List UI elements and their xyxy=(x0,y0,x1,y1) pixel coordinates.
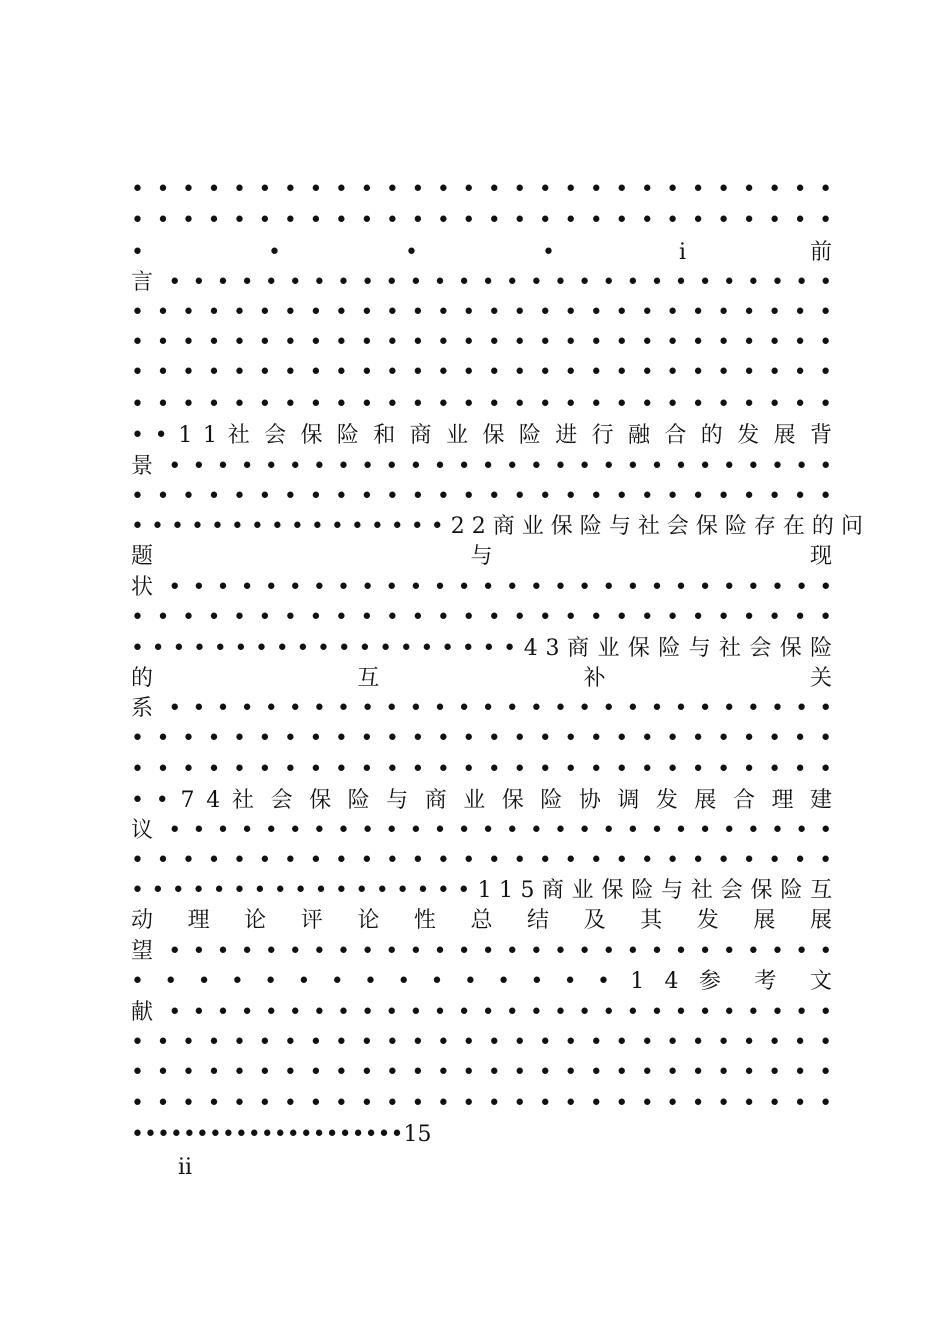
toc-line: 献 • • • • • • • • • • • • • • • • • • • • • • • • • • • • xyxy=(131,1000,833,1025)
toc-line: 言 • • • • • • • • • • • • • • • • • • • • • • • • • • • • xyxy=(131,270,833,295)
toc-line: • • • • • • • • • • • • • • • • • • • • • • • • • • • • xyxy=(131,605,833,630)
toc-line: • • • • • • • • • • • • • • • • • • • • • • • • • • • • xyxy=(131,757,833,782)
toc-line: • • • • • • • • • • • • • • • • • • • • • • • • • • • • xyxy=(131,1060,833,1085)
toc-line: 题 与 现 xyxy=(131,544,832,569)
toc-entry-1[interactable]: • • 1 1 社 会 保 险 和 商 业 保 险 进 行 融 合 的 发 展 背 xyxy=(131,423,832,448)
toc-entry-3[interactable]: • • • • • • • • • • • • • • • • • • • 4 3 商 业 保 险 与 社 会 保 险 xyxy=(131,636,833,661)
toc-entry-5[interactable]: • • • • • • • • • • • • • • • • • 1 1 5 商 业 保 险 与 社 会 保 险 互 xyxy=(131,878,833,903)
toc-line: 系 • • • • • • • • • • • • • • • • • • • • • • • • • • • • xyxy=(131,696,833,721)
toc-line: • • • • • • • • • • • • • • • • • • • • • • • • • • • • xyxy=(131,330,833,355)
toc-line: 议 • • • • • • • • • • • • • • • • • • • • • • • • • • • • xyxy=(131,818,833,843)
toc-line: • • • • • • • • • • • • • • • • • • • • • • • • • • • • xyxy=(131,392,833,417)
page-number: ii xyxy=(178,1155,193,1180)
toc-line: • • • • • • • • • • • • • • • • • • • • • • • • • • • • xyxy=(131,1030,833,1055)
toc-entry-4[interactable]: • • 7 4 社 会 保 险 与 商 业 保 险 协 调 发 展 合 理 建 xyxy=(131,788,833,813)
toc-line: 动 理 论 评 论 性 总 结 及 其 发 展 展 xyxy=(131,908,832,933)
toc-entry-7[interactable]: •••••••••••••••••••••15 xyxy=(131,1122,432,1147)
toc-line: • • • • • • • • • • • • • • • • • • • • • • • • • • • • xyxy=(131,1091,833,1116)
toc-line: • • • • • • • • • • • • • • • • • • • • • • • • • • • • xyxy=(131,484,833,509)
toc-line: • • • • i 前 xyxy=(131,240,832,265)
toc-line: • • • • • • • • • • • • • • • • • • • • • • • • • • • • xyxy=(131,360,833,385)
toc-line: 状 • • • • • • • • • • • • • • • • • • • • • • • • • • • • xyxy=(131,575,833,600)
toc-line: • • • • • • • • • • • • • • • • • • • • • • • • • • • • xyxy=(131,208,833,233)
toc-entry-6[interactable]: • • • • • • • • • • • • • • • 1 4 参 考 文 xyxy=(131,969,833,994)
toc-line: • • • • • • • • • • • • • • • • • • • • • • • • • • • • xyxy=(131,177,833,202)
toc-line: • • • • • • • • • • • • • • • • • • • • • • • • • • • • xyxy=(131,300,833,325)
toc-line: 望 • • • • • • • • • • • • • • • • • • • • • • • • • • • • xyxy=(131,939,833,964)
toc-line: • • • • • • • • • • • • • • • • • • • • • • • • • • • • xyxy=(131,726,833,751)
toc-line: 景 • • • • • • • • • • • • • • • • • • • • • • • • • • • • xyxy=(131,454,833,479)
toc-entry-2[interactable]: • • • • • • • • • • • • • • • • 2 2 商 业 保 险 与 社 会 保 险 存 在 的 问 xyxy=(131,514,863,539)
toc-line: 的 互 补 关 xyxy=(131,666,832,691)
toc-line: • • • • • • • • • • • • • • • • • • • • • • • • • • • • xyxy=(131,848,833,873)
